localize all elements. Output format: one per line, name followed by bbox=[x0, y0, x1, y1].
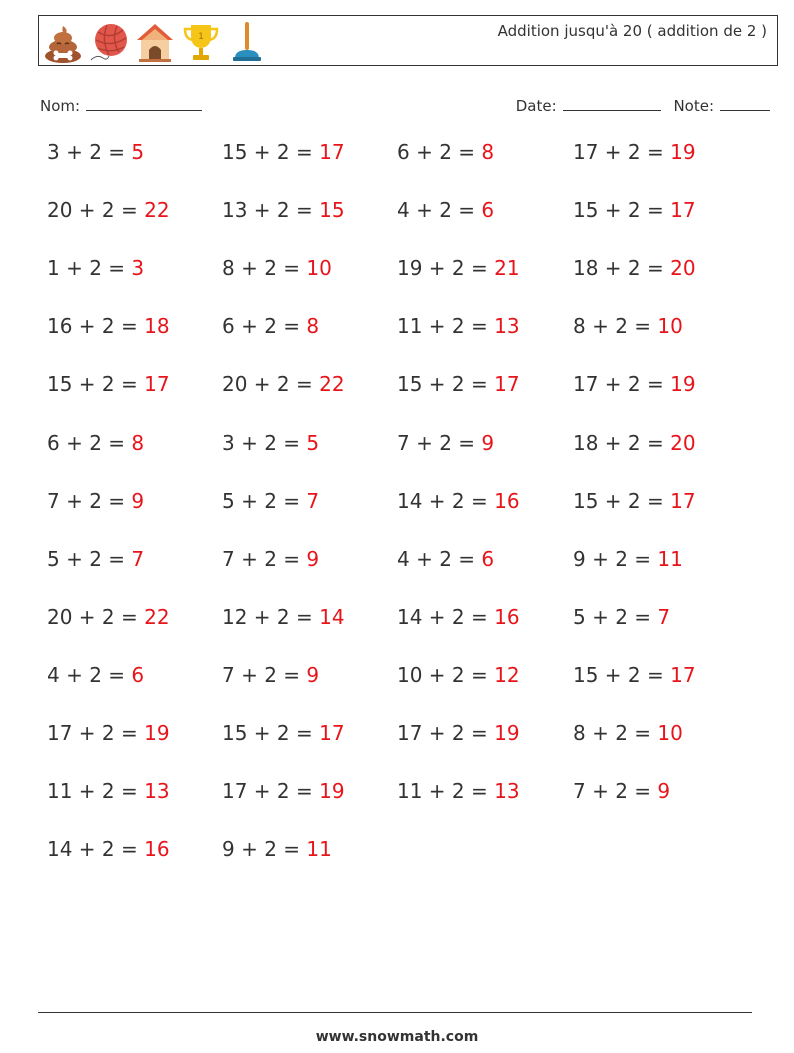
problem-item bbox=[222, 314, 319, 338]
problem-question: 7 + 2 = bbox=[47, 488, 132, 513]
problem-answer: 17 bbox=[670, 488, 696, 513]
problem-answer: 17 bbox=[670, 198, 696, 223]
problem-answer: 9 bbox=[131, 488, 145, 513]
problem-question: 3 + 2 = bbox=[47, 140, 132, 164]
problem-item bbox=[222, 256, 332, 280]
problem-item bbox=[222, 198, 345, 222]
problem-item bbox=[397, 605, 520, 629]
problem-item bbox=[573, 256, 696, 280]
problem-question: 14 + 2 = bbox=[397, 604, 495, 629]
problem-question: 4 + 2 = bbox=[397, 198, 482, 223]
problem-answer: 19 bbox=[319, 779, 345, 804]
problem-question: 7 + 2 = bbox=[573, 779, 658, 804]
problem-answer: 14 bbox=[319, 604, 345, 629]
problem-item bbox=[47, 314, 170, 338]
problem-question: 7 + 2 = bbox=[397, 430, 482, 455]
problem-question: 3 + 2 = bbox=[222, 430, 307, 455]
problem-question: 7 + 2 = bbox=[222, 546, 307, 571]
problem-answer: 17 bbox=[670, 662, 696, 687]
note-blank[interactable] bbox=[720, 94, 770, 111]
problem-answer: 13 bbox=[494, 314, 520, 339]
problem-question: 4 + 2 = bbox=[397, 546, 482, 571]
problem-question: 6 + 2 = bbox=[47, 430, 132, 455]
problem-question: 9 + 2 = bbox=[573, 546, 658, 571]
problem-answer: 20 bbox=[670, 256, 696, 281]
problem-question: 15 + 2 = bbox=[47, 372, 145, 397]
problem-answer: 6 bbox=[131, 662, 145, 687]
problem-answer: 10 bbox=[306, 256, 332, 281]
problem-question: 17 + 2 = bbox=[47, 721, 145, 745]
problem-question: 20 + 2 = bbox=[47, 198, 145, 223]
date-note-fields bbox=[516, 94, 770, 115]
problem-question: 14 + 2 = bbox=[47, 837, 145, 862]
problem-item bbox=[397, 547, 494, 571]
problem-question: 11 + 2 = bbox=[47, 779, 145, 804]
problem-answer: 10 bbox=[657, 314, 683, 339]
name-blank[interactable] bbox=[86, 94, 202, 111]
problem-question: 12 + 2 = bbox=[222, 604, 320, 629]
problem-question: 15 + 2 = bbox=[573, 488, 671, 513]
problem-answer: 3 bbox=[131, 256, 145, 281]
problem-answer: 9 bbox=[306, 662, 320, 687]
problem-answer: 22 bbox=[144, 198, 170, 223]
problem-item bbox=[47, 605, 170, 629]
problem-item bbox=[573, 431, 696, 455]
problem-item bbox=[573, 314, 683, 338]
problem-answer: 5 bbox=[306, 430, 320, 455]
problem-question: 15 + 2 = bbox=[573, 198, 671, 223]
problem-item bbox=[573, 372, 696, 396]
problem-question: 17 + 2 = bbox=[573, 140, 671, 164]
problem-item bbox=[222, 837, 332, 861]
problem-answer: 17 bbox=[494, 372, 520, 397]
problem-question: 17 + 2 = bbox=[397, 721, 495, 745]
problem-answer: 6 bbox=[481, 546, 495, 571]
problem-question: 6 + 2 = bbox=[397, 140, 482, 164]
problem-item bbox=[573, 779, 670, 803]
dog-house-icon bbox=[135, 20, 175, 64]
problem-answer: 19 bbox=[494, 721, 520, 745]
problem-answer: 18 bbox=[144, 314, 170, 339]
problem-question: 13 + 2 = bbox=[222, 198, 320, 223]
problem-answer: 22 bbox=[319, 372, 345, 397]
problem-question: 7 + 2 = bbox=[222, 662, 307, 687]
problem-item bbox=[47, 372, 170, 396]
problem-answer: 13 bbox=[144, 779, 170, 804]
problem-answer: 19 bbox=[670, 140, 696, 164]
worksheet-title: Addition jusqu'à 20 ( addition de 2 ) bbox=[497, 22, 767, 40]
problem-question: 20 + 2 = bbox=[222, 372, 320, 397]
problem-answer: 12 bbox=[494, 662, 520, 687]
problem-answer: 21 bbox=[494, 256, 520, 281]
problem-item bbox=[397, 372, 520, 396]
plunger-icon bbox=[227, 20, 267, 64]
problem-answer: 20 bbox=[670, 430, 696, 455]
header-icons bbox=[43, 20, 267, 64]
footer-url[interactable]: www.snowmath.com bbox=[315, 1029, 479, 1045]
problem-question: 18 + 2 = bbox=[573, 256, 671, 281]
problem-question: 15 + 2 = bbox=[573, 662, 671, 687]
problem-item bbox=[397, 198, 494, 222]
name-label: Nom: bbox=[40, 97, 81, 115]
problem-answer: 15 bbox=[319, 198, 345, 223]
problem-question: 19 + 2 = bbox=[397, 256, 495, 281]
problem-answer: 10 bbox=[657, 721, 683, 745]
problem-question: 17 + 2 = bbox=[573, 372, 671, 397]
problem-answer: 6 bbox=[481, 198, 495, 223]
note-label: Note: bbox=[673, 97, 714, 115]
problem-item bbox=[573, 605, 670, 629]
problem-question: 10 + 2 = bbox=[397, 662, 495, 687]
problem-answer: 17 bbox=[319, 140, 345, 164]
problem-question: 4 + 2 = bbox=[47, 662, 132, 687]
problem-item bbox=[573, 663, 696, 687]
problem-item bbox=[47, 489, 144, 513]
problem-item bbox=[47, 779, 170, 803]
problem-answer: 8 bbox=[306, 314, 320, 339]
problem-item bbox=[222, 779, 345, 803]
problem-question: 17 + 2 = bbox=[222, 779, 320, 804]
problem-question: 15 + 2 = bbox=[222, 721, 320, 745]
problem-answer: 9 bbox=[481, 430, 495, 455]
problem-answer: 11 bbox=[306, 837, 332, 862]
yarn-ball-icon bbox=[89, 20, 129, 64]
problem-item bbox=[397, 314, 520, 338]
problem-item bbox=[573, 198, 696, 222]
problem-answer: 17 bbox=[319, 721, 345, 745]
problem-question: 5 + 2 = bbox=[573, 604, 658, 629]
problem-answer: 16 bbox=[494, 604, 520, 629]
problem-answer: 11 bbox=[657, 546, 683, 571]
problem-answer: 9 bbox=[657, 779, 671, 804]
problem-answer: 7 bbox=[131, 546, 145, 571]
problem-item bbox=[573, 140, 696, 164]
problem-question: 1 + 2 = bbox=[47, 256, 132, 281]
problem-question: 16 + 2 = bbox=[47, 314, 145, 339]
problem-question: 14 + 2 = bbox=[397, 488, 495, 513]
problem-answer: 19 bbox=[670, 372, 696, 397]
problem-question: 15 + 2 = bbox=[397, 372, 495, 397]
problem-item bbox=[222, 663, 319, 687]
problem-item bbox=[397, 721, 520, 745]
problem-item bbox=[397, 489, 520, 513]
problem-item bbox=[222, 721, 345, 745]
problem-answer: 16 bbox=[144, 837, 170, 862]
problem-answer: 7 bbox=[306, 488, 320, 513]
header-box bbox=[38, 15, 778, 66]
problem-item bbox=[573, 721, 683, 745]
problem-item bbox=[397, 140, 494, 164]
problem-item bbox=[47, 198, 170, 222]
problem-answer: 22 bbox=[144, 604, 170, 629]
problem-question: 11 + 2 = bbox=[397, 779, 495, 804]
problem-item bbox=[573, 489, 696, 513]
problem-answer: 16 bbox=[494, 488, 520, 513]
problem-item bbox=[397, 256, 520, 280]
problem-item bbox=[222, 605, 345, 629]
problem-answer: 13 bbox=[494, 779, 520, 804]
problem-answer: 5 bbox=[131, 140, 145, 164]
problem-question: 20 + 2 = bbox=[47, 604, 145, 629]
problem-answer: 9 bbox=[306, 546, 320, 571]
svg-text:1: 1 bbox=[198, 32, 204, 42]
problem-question: 15 + 2 = bbox=[222, 140, 320, 164]
problem-answer: 17 bbox=[144, 372, 170, 397]
problem-item bbox=[47, 140, 144, 164]
problem-item bbox=[397, 663, 520, 687]
problem-question: 8 + 2 = bbox=[573, 314, 658, 339]
problem-answer: 8 bbox=[481, 140, 495, 164]
problem-item bbox=[222, 431, 319, 455]
problem-question: 5 + 2 = bbox=[47, 546, 132, 571]
problem-item bbox=[47, 431, 144, 455]
problem-item bbox=[222, 547, 319, 571]
problem-item bbox=[47, 547, 144, 571]
problem-item bbox=[222, 140, 345, 164]
trophy-icon bbox=[181, 20, 221, 64]
problem-item bbox=[47, 721, 170, 745]
date-blank[interactable] bbox=[563, 94, 661, 111]
problem-answer: 8 bbox=[131, 430, 145, 455]
problem-item bbox=[47, 837, 170, 861]
problem-item bbox=[47, 663, 144, 687]
footer-divider bbox=[38, 1012, 752, 1013]
poop-icon bbox=[43, 20, 83, 64]
problem-item bbox=[47, 256, 144, 280]
problem-item bbox=[222, 372, 345, 396]
problem-question: 5 + 2 = bbox=[222, 488, 307, 513]
problem-answer: 7 bbox=[657, 604, 671, 629]
problem-item bbox=[397, 779, 520, 803]
problem-question: 11 + 2 = bbox=[397, 314, 495, 339]
date-label: Date: bbox=[515, 97, 557, 115]
problem-question: 9 + 2 = bbox=[222, 837, 307, 862]
problem-answer: 19 bbox=[144, 721, 170, 745]
problem-question: 8 + 2 = bbox=[222, 256, 307, 281]
problem-item bbox=[397, 431, 494, 455]
problem-question: 6 + 2 = bbox=[222, 314, 307, 339]
name-field bbox=[40, 94, 202, 115]
problem-question: 8 + 2 = bbox=[573, 721, 658, 745]
problem-item bbox=[573, 547, 683, 571]
problem-item bbox=[222, 489, 319, 513]
problem-question: 18 + 2 = bbox=[573, 430, 671, 455]
